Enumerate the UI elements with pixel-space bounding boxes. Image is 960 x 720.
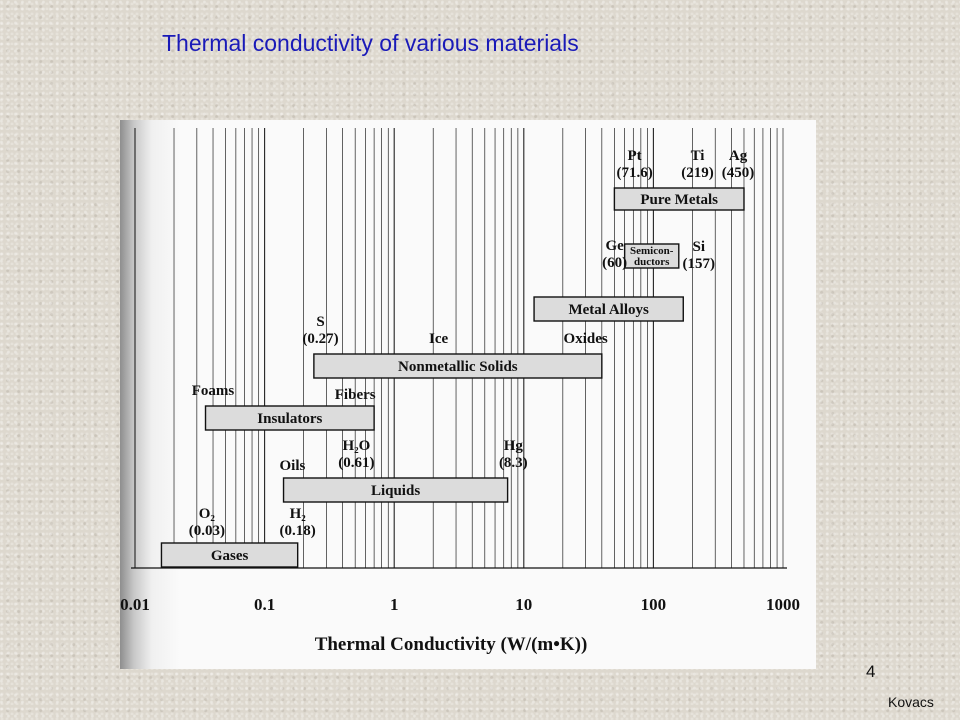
annotation-label: Hg [503,438,523,454]
annotation-value: (71.6) [616,165,653,181]
annotation-label: Fibers [334,387,376,403]
annotation-label: Ti [690,148,705,164]
x-tick-label: 1000 [766,595,800,614]
annotation-label: S [316,314,325,330]
range-bar-label: ductors [633,256,670,268]
range-bar-label: Nonmetallic Solids [398,359,518,375]
annotation-value: (0.27) [302,331,339,347]
annotation-value: (60) [602,255,628,271]
thermal-conductivity-chart [120,120,816,669]
annotation-label: Oxides [563,331,608,347]
annotation-value: (157) [682,256,716,272]
annotation-label: Foams [191,383,235,399]
annotation-label: Ge [605,238,624,254]
x-tick-label: 10 [515,595,533,614]
annotation-value: (0.03) [188,523,225,539]
annotation-label: Si [692,239,706,255]
range-bar-label: Pure Metals [640,192,718,208]
x-axis-label: Thermal Conductivity (W/(m•K)) [314,634,588,655]
x-tick-label: 100 [640,595,667,614]
slide-title: Thermal conductivity of various materials [162,30,579,56]
annotation-label: Oils [279,458,306,474]
annotation-value: (8.3) [498,455,528,471]
range-bar-label: Semicon- [630,245,674,257]
range-bar-label: Gases [210,548,249,564]
annotation-label: O₂ [198,506,215,522]
annotation-label: H₂O [342,438,371,454]
author-credit: Kovacs [888,694,934,710]
annotation-value: (0.61) [338,455,375,471]
range-bar-label: Insulators [257,411,323,427]
annotation-value: (450) [721,165,755,181]
x-tick-label: 0.01 [120,595,150,614]
annotation-value: (219) [681,165,714,181]
range-bar-label: Metal Alloys [568,302,649,318]
x-tick-label: 0.1 [253,595,276,614]
slide-number: 4 [866,662,876,681]
annotation-label: Pt [627,148,642,164]
annotation-label: Ice [428,331,449,347]
annotation-label: Ag [728,148,748,164]
annotation-value: (0.18) [279,523,316,539]
annotation-label: H₂ [289,506,306,522]
range-bar-label: Liquids [370,483,421,499]
x-tick-label: 1 [389,595,399,614]
